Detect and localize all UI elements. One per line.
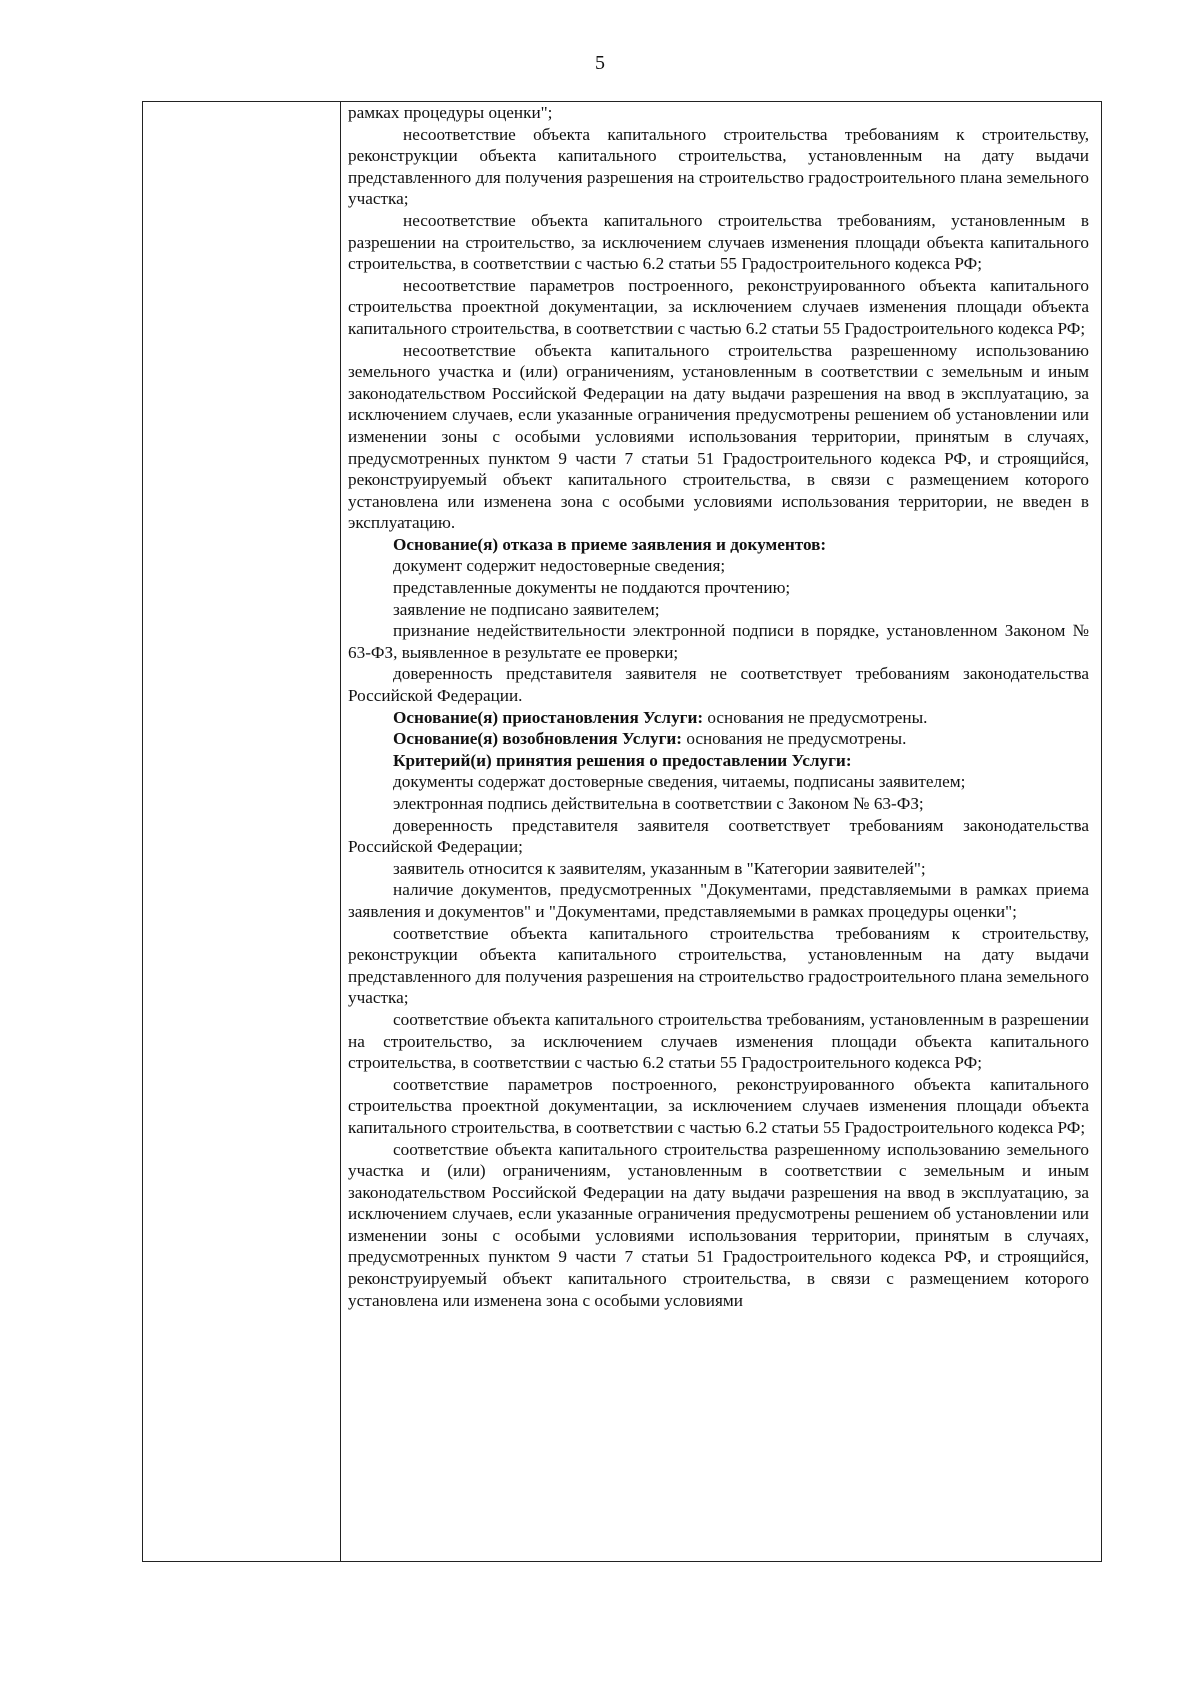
page-number: 5 bbox=[595, 52, 605, 74]
paragraph: несоответствие объекта капитального строительства требованиям, установленным в разрешении на строительство, за исключением случаев изменения площади объекта капитального строительства, в соответствии с частью 6.2 статьи 55 Градостроительного кодекса РФ; bbox=[348, 210, 1089, 274]
heading-text: основания не предусмотрены. bbox=[682, 729, 907, 749]
heading-text: основания не предусмотрены. bbox=[703, 707, 928, 727]
paragraph: соответствие объекта капитального строительства разрешенному использованию земельного участка и (или) ограничениям, установленным в соответствии с земельным и иным законодательством Российской Федерации на дату выдачи разрешения на ввод в эксплуатацию, за исключением случаев, если указанные ограничения предусмотрены решением об установлении или изменении зоны с особыми условиями использования территории, принятым в случаях, предусмотренных пунктом 9 части 7 статьи 51 Градостроительного кодекса РФ, и строящийся, реконструируемый объект капитального строительства, в связи с размещением которого установлена или изменена зона с особыми условиями bbox=[348, 1139, 1089, 1310]
section-heading: Критерий(и) принятия решения о предоставлении Услуги: bbox=[393, 750, 852, 770]
paragraph: признание недействительности электронной подписи в порядке, установленном Законом № 63-ФЗ, выявленное в результате ее проверки; bbox=[348, 621, 1089, 662]
paragraph: соответствие объекта капитального строительства требованиям к строительству, реконструкции объекта капитального строительства, установленным на дату выдачи представленного для получения разрешения на строительство градостроительного плана земельного участка; bbox=[348, 923, 1089, 1008]
paragraph: электронная подпись действительна в соответствии с Законом № 63-ФЗ; bbox=[393, 794, 924, 813]
paragraph: рамках процедуры оценки"; bbox=[348, 103, 553, 122]
paragraph: документ содержит недостоверные сведения; bbox=[393, 556, 726, 576]
section-heading: Основание(я) отказа в приеме заявления и документов: bbox=[393, 534, 827, 554]
column-divider bbox=[340, 102, 341, 1561]
section-heading-suspension bbox=[348, 707, 1089, 729]
paragraph: соответствие параметров построенного, реконструированного объекта капитального строительства проектной документации, за исключением случаев изменения площади объекта капитального строительства, в соответствии с частью 6.2 статьи 55 Градостроительного кодекса РФ; bbox=[348, 1074, 1089, 1137]
paragraph: несоответствие параметров построенного, реконструированного объекта капитального строительства проектной документации, за исключением случаев изменения площади объекта капитального строительства, в соответствии с частью 6.2 статьи 55 Градостроительного кодекса РФ; bbox=[348, 275, 1089, 338]
paragraph: наличие документов, предусмотренных "Документами, представляемыми в рамках приема заявления и документов" и "Документами, представляемыми в рамках процедуры оценки"; bbox=[348, 880, 1089, 921]
heading-label: Основание(я) приостановления Услуги: bbox=[393, 707, 704, 727]
paragraph: документы содержат достоверные сведения, читаемы, подписаны заявителем; bbox=[393, 772, 966, 792]
paragraph: доверенность представителя заявителя не соответствует требованиям законодательства Российской Федерации. bbox=[348, 664, 1089, 706]
table-content-cell bbox=[348, 102, 1089, 1561]
document-table bbox=[142, 101, 1102, 1562]
paragraph: несоответствие объекта капитального строительства разрешенному использованию земельного участка и (или) ограничениям, установленным в соответствии с земельным и иным законодательством Российской Федерации на дату выдачи разрешения на ввод в эксплуатацию, за исключением случаев, если указанные ограничения предусмотрены решением об установлении или изменении зоны с особыми условиями использования территории, принятым в случаях, предусмотренных пунктом 9 части 7 статьи 51 Градостроительного кодекса РФ, и строящийся, реконструируемый объект капитального строительства, в связи с размещением которого установлена или изменена зона с особыми условиями использования территории, не введен в эксплуатацию. bbox=[348, 340, 1089, 533]
paragraph: соответствие объекта капитального строительства требованиям, установленным в разрешении на строительство, за исключением случаев изменения площади объекта капитального строительства, в соответствии с частью 6.2 статьи 55 Градостроительного кодекса РФ; bbox=[348, 1009, 1089, 1073]
paragraph: доверенность представителя заявителя соответствует требованиям законодательства Российской Федерации; bbox=[348, 815, 1089, 857]
paragraph: несоответствие объекта капитального строительства требованиям к строительству, реконструкции объекта капитального строительства, установленным на дату выдачи представленного для получения разрешения на строительство градостроительного плана земельного участка; bbox=[348, 124, 1089, 209]
paragraph: заявление не подписано заявителем; bbox=[393, 599, 660, 619]
section-heading-resumption bbox=[348, 728, 1089, 750]
paragraph: заявитель относится к заявителям, указанным в "Категории заявителей"; bbox=[393, 858, 926, 878]
paragraph: представленные документы не поддаются прочтению; bbox=[393, 578, 791, 598]
heading-label: Основание(я) возобновления Услуги: bbox=[393, 729, 683, 749]
